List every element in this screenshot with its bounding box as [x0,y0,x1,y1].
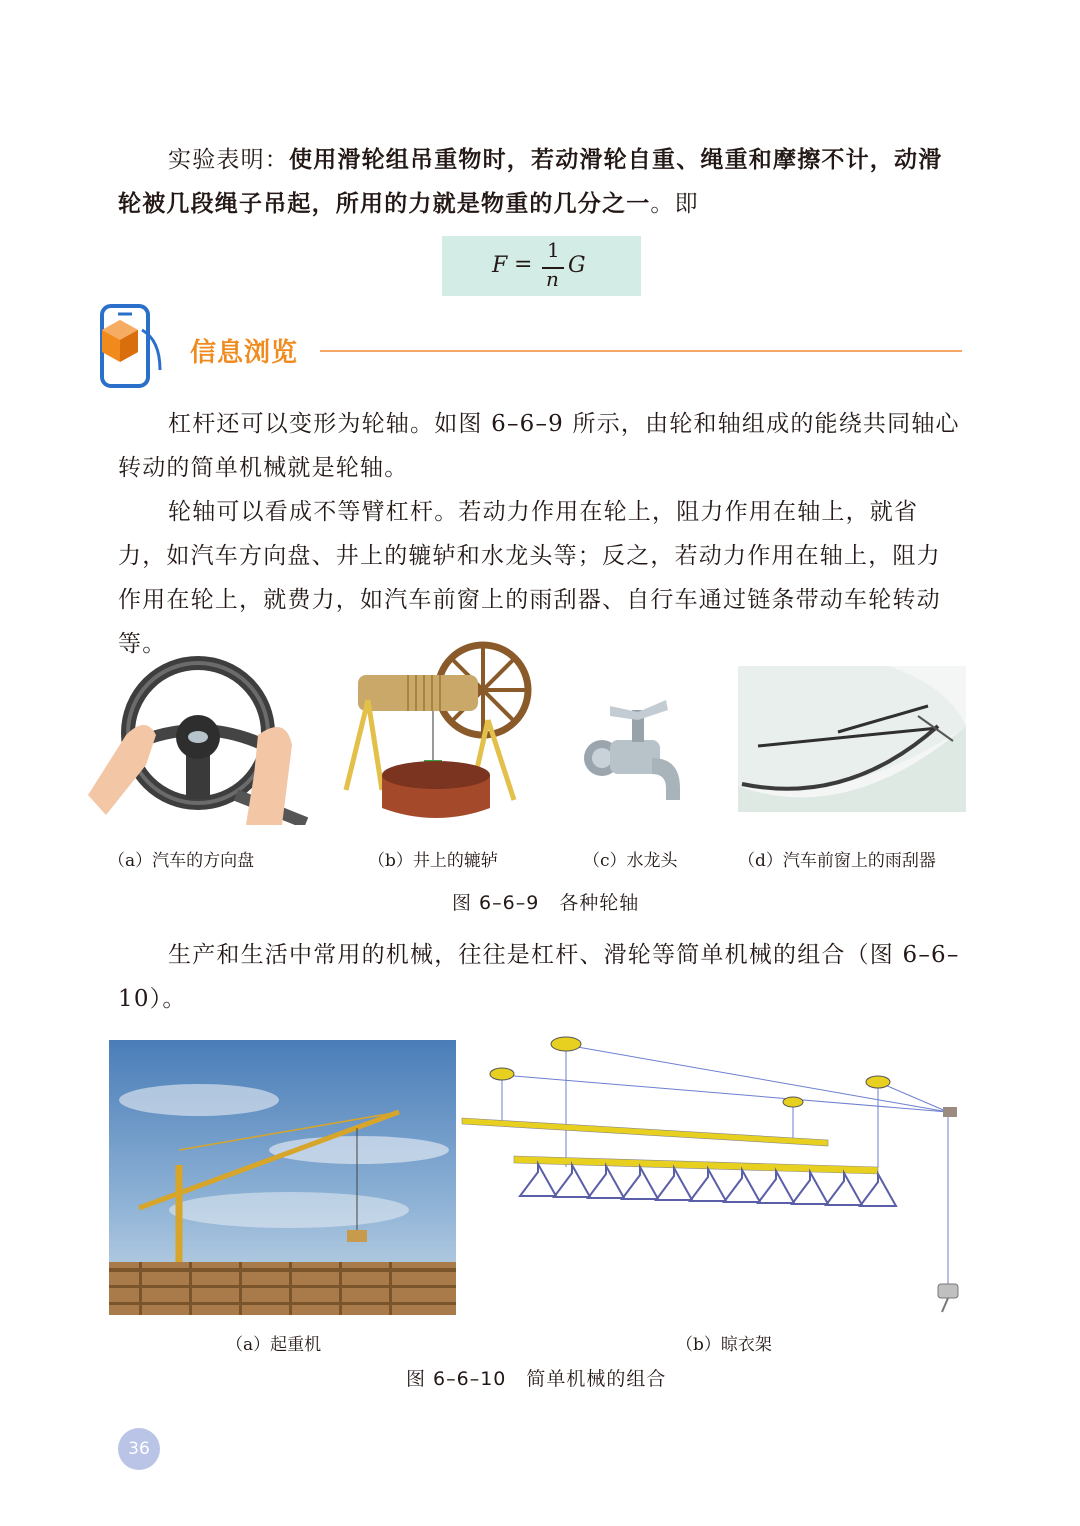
formula-denominator: n [546,267,559,291]
section-header [80,300,970,400]
well-windlass-image [338,640,538,820]
figure-6610-caption-b: （b）晾衣架 [676,1335,772,1355]
page-number: 36 [118,1428,160,1470]
steering-wheel-image [86,645,308,825]
section-title: 信息浏览 [190,338,299,368]
figure-669-title: 图 6–6–9 各种轮轴 [452,892,640,914]
conclusion-lead: 实验表明： [168,147,289,173]
wheel-axle-lever-text: 轮轴可以看成不等臂杠杆。若动力作用在轮上，阻力作用在轴上，就省力，如汽车方向盘、井上的辘轳和水龙头等；反之，若动力作用在轴上，阻力作用在轮上，就费力，如汽车前窗上的雨刮器、自行车通过链条带动车轮转动等。 [118,499,941,657]
formula-box [442,236,641,296]
formula-equals: = [514,252,533,277]
wheel-axle-lever-paragraph [118,490,963,666]
section-divider [320,350,962,352]
figure-669-caption-d: （d）汽车前窗上的雨刮器 [738,851,936,871]
formula-lhs: F [492,253,508,278]
clothes-drying-rack-image [458,1030,970,1330]
formula-numerator: 1 [547,238,560,262]
conclusion-tail: 。即 [650,191,699,217]
figure-669-caption-c: （c）水龙头 [583,851,678,871]
machine-combination-text: 生产和生活中常用的机械，往往是杠杆、滑轮等简单机械的组合（图 6–6–10）。 [118,942,960,1012]
wheel-axle-intro-text: 杠杆还可以变形为轮轴。如图 6–6–9 所示，由轮和轴组成的能绕共同轴心转动的简单机械就是轮轴。 [118,411,960,481]
phone-cube-icon [80,300,180,400]
formula-rhs: G [568,253,586,278]
wheel-axle-intro-paragraph [118,402,963,490]
machine-combination-paragraph [118,933,963,1021]
figure-669-caption-b: （b）井上的辘轳 [368,851,498,871]
conclusion-paragraph [118,138,963,226]
figure-6610-caption-a: （a）起重机 [226,1335,322,1355]
figure-6610-title: 图 6–6–10 简单机械的组合 [406,1368,667,1390]
windshield-wiper-image [738,666,966,812]
figure-669-caption-a: （a）汽车的方向盘 [108,851,255,871]
conclusion-bold-text: 使用滑轮组吊重物时，若动滑轮自重、绳重和摩擦不计，动滑轮被几段绳子吊起，所用的力就是物重的几分之一 [118,146,943,217]
water-faucet-image [580,688,692,808]
tower-crane-image [109,1040,456,1315]
